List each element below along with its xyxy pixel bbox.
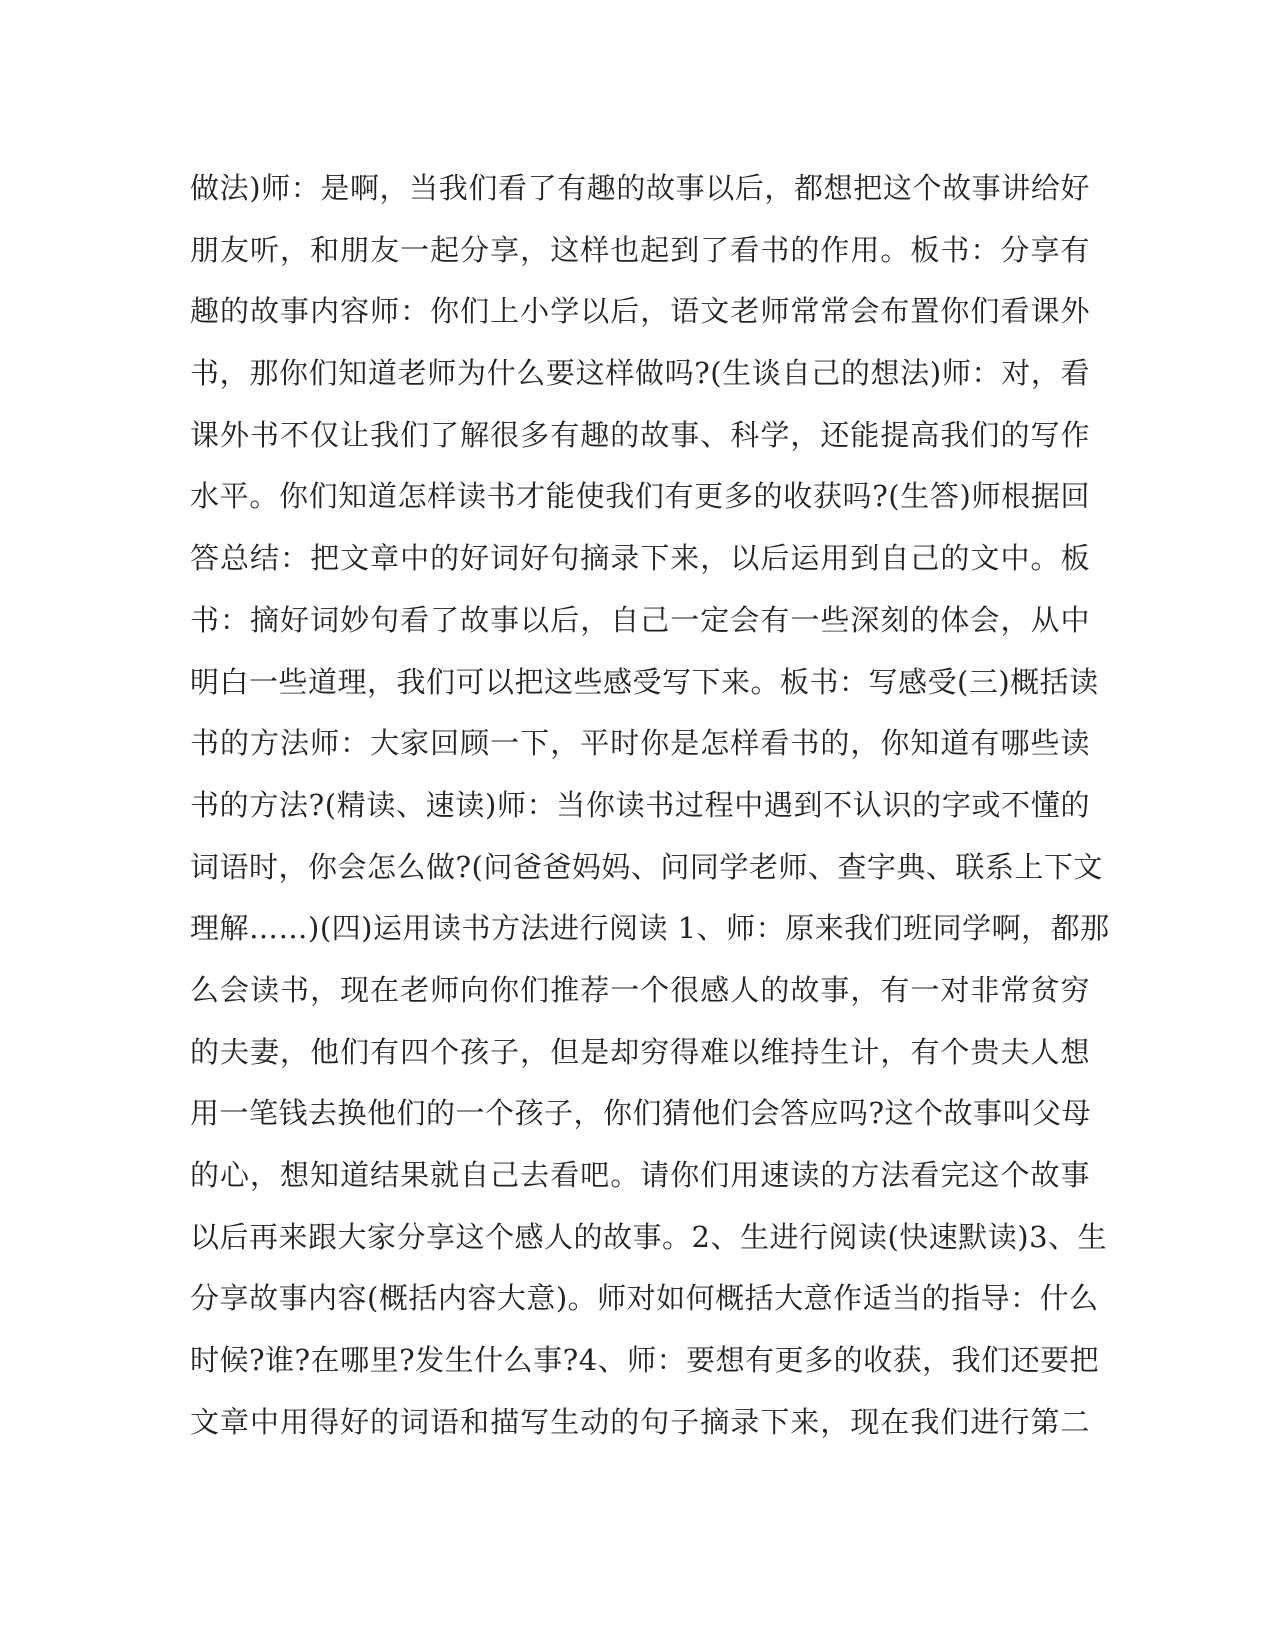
text-line: 用一笔钱去换他们的一个孩子，你们猜他们会答应吗?这个故事叫父母: [190, 1096, 1092, 1131]
text-line: 答总结：把文章中的好词好句摘录下来，以后运用到自己的文中。板: [190, 541, 1090, 576]
text-line: 分享故事内容(概括内容大意)。师对如何概括大意作适当的指导：什么: [190, 1281, 1099, 1316]
text-line: 词语时，你会怎么做?(问爸爸妈妈、问同学老师、查字典、联系上下文: [190, 849, 1103, 884]
text-line: 书：摘好词妙句看了故事以后，自己一定会有一些深刻的体会，从中: [190, 602, 1090, 637]
body-text: [190, 158, 1110, 1453]
text-line: 时候?谁?在哪里?发生什么事?4、师：要想有更多的收获，我们还要把: [190, 1343, 1100, 1378]
text-line: 水平。你们知道怎样读书才能使我们有更多的收获吗?(生答)师根据回: [190, 479, 1090, 514]
text-line: 课外书不仅让我们了解很多有趣的故事、科学，还能提高我们的写作: [190, 417, 1090, 452]
text-line: 明白一些道理，我们可以把这些感受写下来。板书：写感受(三)概括读: [190, 664, 1099, 699]
text-line: 理解……)(四)运用读书方法进行阅读 1、师：原来我们班同学啊，都那: [190, 911, 1110, 946]
text-line: 朋友听，和朋友一起分享，这样也起到了看书的作用。板书：分享有: [190, 232, 1090, 267]
text-line: 做法)师：是啊，当我们看了有趣的故事以后，都想把这个故事讲给好: [190, 171, 1090, 205]
text-line: 书，那你们知道老师为什么要这样做吗?(生谈自己的想法)师：对，看: [190, 356, 1090, 391]
text-line: 么会读书，现在老师向你们推荐一个很感人的故事，有一对非常贫穷: [190, 972, 1090, 1007]
text-line: 的夫妻，他们有四个孩子，但是却穷得难以维持生计，有个贵夫人想: [190, 1034, 1090, 1069]
text-line: 的心，想知道结果就自己去看吧。请你们用速读的方法看完这个故事: [190, 1158, 1090, 1192]
text-line: 以后再来跟大家分享这个感人的故事。2、生进行阅读(快速默读)3、生: [190, 1219, 1108, 1254]
text-line: 文章中用得好的词语和描写生动的句子摘录下来，现在我们进行第二: [190, 1404, 1090, 1439]
text-line: 趣的故事内容师：你们上小学以后，语文老师常常会布置你们看课外: [190, 294, 1090, 329]
text-line: 书的方法?(精读、速读)师：当你读书过程中遇到不认识的字或不懂的: [190, 787, 1090, 822]
text-line: 书的方法师：大家回顾一下，平时你是怎样看书的，你知道有哪些读: [190, 726, 1090, 761]
